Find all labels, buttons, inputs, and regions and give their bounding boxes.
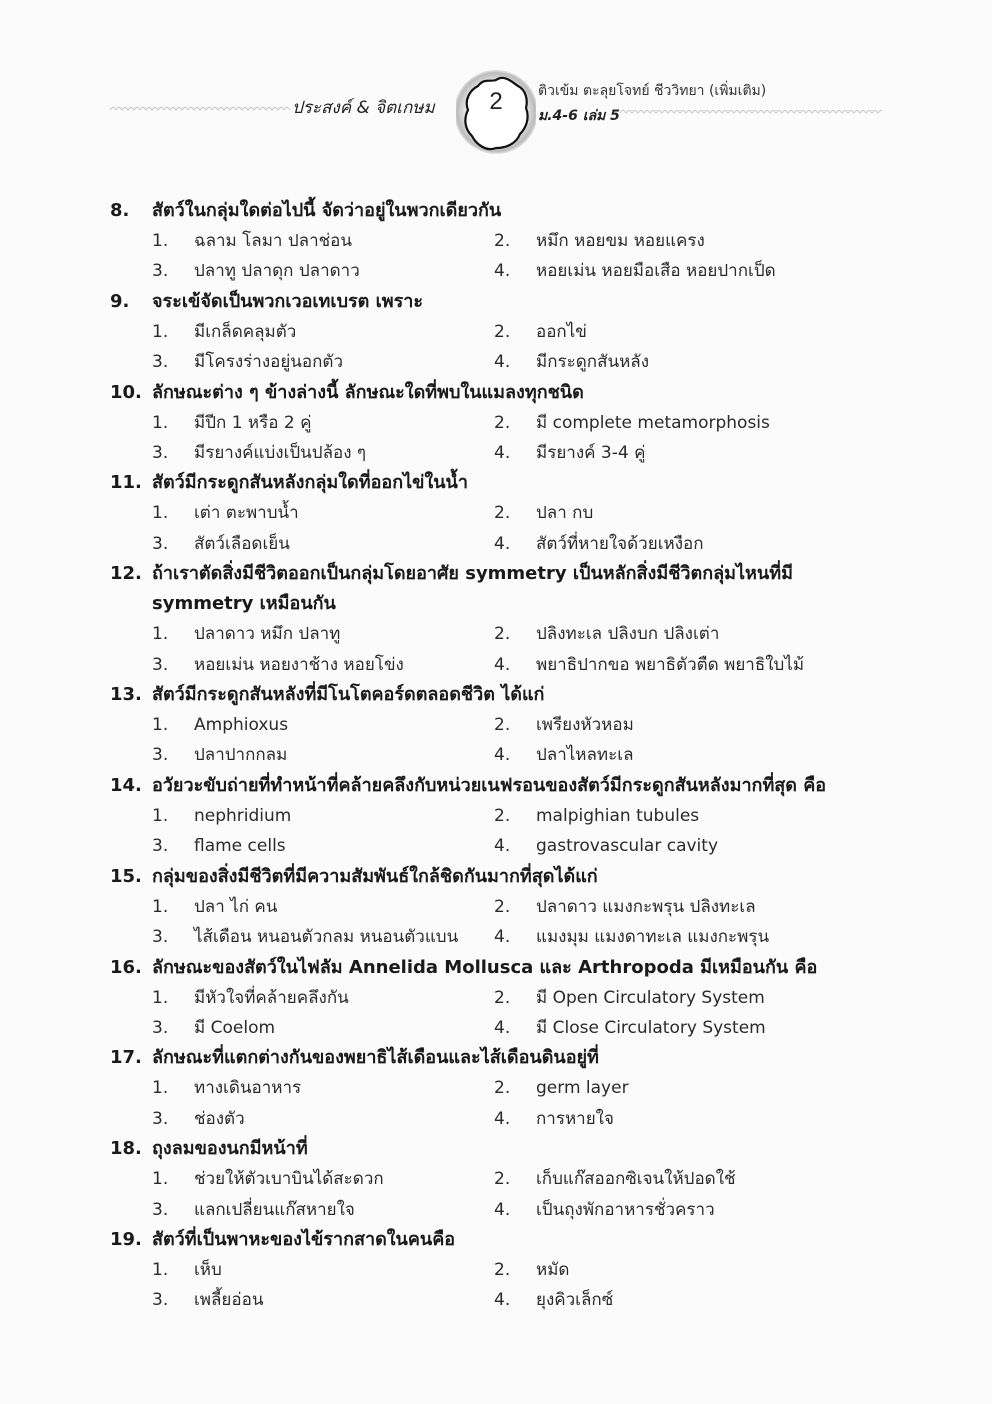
option-text: เป็นถุงพักอาหารชั่วคราว bbox=[536, 1199, 715, 1220]
option-text: เพลี้ยอ่อน bbox=[194, 1290, 264, 1311]
question-number: 9. bbox=[110, 290, 130, 312]
option-number: 2. bbox=[494, 715, 511, 736]
question-text: สัตว์มีกระดูกสันหลังที่มีโนโตคอร์ดตลอดชีวิต ได้แก่ bbox=[152, 684, 545, 706]
answer-option bbox=[110, 1104, 496, 1134]
option-text: มี complete metamorphosis bbox=[536, 412, 770, 433]
option-text: nephridium bbox=[194, 805, 292, 826]
option-number: 1. bbox=[152, 1259, 169, 1280]
option-text: สัตว์ที่หายใจด้วยเหงือก bbox=[536, 533, 704, 554]
option-number: 3. bbox=[152, 1199, 169, 1220]
page-number-badge bbox=[456, 68, 536, 156]
option-number: 2. bbox=[494, 1259, 511, 1280]
answer-option bbox=[110, 892, 496, 922]
option-number: 2. bbox=[494, 412, 511, 433]
answer-option bbox=[110, 408, 496, 438]
option-text: มีหัวใจที่คล้ายคลึงกัน bbox=[194, 987, 349, 1008]
option-number: 1. bbox=[152, 412, 169, 433]
answer-option bbox=[110, 1195, 496, 1225]
question-stem bbox=[110, 1043, 890, 1073]
answer-option bbox=[452, 1285, 890, 1315]
answer-option bbox=[452, 922, 890, 952]
decorative-wave-line-left bbox=[110, 104, 290, 110]
question-stem bbox=[110, 559, 890, 619]
option-number: 3. bbox=[152, 533, 169, 554]
question-list bbox=[110, 196, 890, 1316]
option-number: 1. bbox=[152, 715, 169, 736]
answer-option bbox=[452, 408, 890, 438]
book-subtitle: ม.4-6 เล่ม 5 bbox=[538, 108, 620, 124]
answer-option bbox=[110, 650, 496, 680]
option-text: หอยเม่น หอยมือเสือ หอยปากเป็ด bbox=[536, 261, 776, 282]
option-number: 1. bbox=[152, 503, 169, 524]
question-number: 18. bbox=[110, 1138, 142, 1160]
question-13 bbox=[110, 680, 890, 771]
option-number: 2. bbox=[494, 1078, 511, 1099]
option-number: 2. bbox=[494, 231, 511, 251]
option-number: 2. bbox=[494, 896, 511, 917]
question-number: 11. bbox=[110, 472, 142, 494]
answer-option bbox=[452, 438, 890, 468]
authors-label: ประสงค์ & จิตเกษม bbox=[292, 98, 435, 118]
question-text: กลุ่มของสิ่งมีชีวิตที่มีความสัมพันธ์ใกล้ชิดกันมากที่สุดได้แก่ bbox=[152, 865, 598, 887]
answer-options bbox=[110, 1255, 890, 1316]
answer-option bbox=[452, 256, 890, 286]
option-text: การหายใจ bbox=[536, 1108, 614, 1129]
question-12 bbox=[110, 559, 890, 680]
option-number: 2. bbox=[494, 503, 511, 524]
question-stem bbox=[110, 468, 890, 498]
option-number: 2. bbox=[494, 805, 511, 826]
option-text: ปลิงทะเล ปลิงบก ปลิงเต่า bbox=[536, 624, 720, 645]
question-18 bbox=[110, 1134, 890, 1225]
option-number: 1. bbox=[152, 1078, 169, 1099]
option-number: 4. bbox=[494, 654, 511, 675]
option-text: หอยเม่น หอยงาช้าง หอยโข่ง bbox=[194, 654, 404, 675]
question-stem bbox=[110, 1225, 890, 1255]
answer-option bbox=[110, 801, 496, 831]
answer-option bbox=[452, 1164, 890, 1194]
question-stem bbox=[110, 862, 890, 892]
option-number: 4. bbox=[494, 745, 511, 766]
answer-options bbox=[110, 408, 890, 469]
page-header bbox=[0, 60, 992, 170]
question-number: 19. bbox=[110, 1228, 142, 1250]
answer-option bbox=[452, 710, 890, 740]
option-number: 3. bbox=[152, 654, 169, 675]
answer-option bbox=[452, 226, 890, 256]
option-text: มี Coelom bbox=[194, 1017, 276, 1038]
question-10 bbox=[110, 378, 890, 469]
option-text: ช่องตัว bbox=[194, 1108, 245, 1129]
question-text: สัตว์มีกระดูกสันหลังกลุ่มใดที่ออกไข่ในน้ำ bbox=[152, 472, 468, 494]
option-number: 2. bbox=[494, 987, 511, 1008]
option-number: 2. bbox=[494, 1169, 511, 1190]
answer-option bbox=[110, 983, 496, 1013]
option-text: ปลาปากกลม bbox=[194, 745, 288, 766]
answer-option bbox=[110, 529, 496, 559]
option-number: 4. bbox=[494, 1017, 511, 1038]
question-text: อวัยวะขับถ่ายที่ทำหน้าที่คล้ายคลึงกับหน่วยเนฟรอนของสัตว์มีกระดูกสันหลังมากที่สุด คือ bbox=[152, 774, 827, 796]
question-17 bbox=[110, 1043, 890, 1134]
option-text: germ layer bbox=[536, 1078, 629, 1099]
answer-option bbox=[452, 831, 890, 861]
option-number: 2. bbox=[494, 321, 511, 342]
answer-option bbox=[452, 1104, 890, 1134]
option-number: 4. bbox=[494, 1199, 511, 1220]
answer-option bbox=[110, 922, 496, 952]
option-text: ฉลาม โลมา ปลาช่อน bbox=[194, 231, 352, 251]
answer-option bbox=[110, 226, 496, 256]
answer-options bbox=[110, 317, 890, 378]
answer-option bbox=[452, 498, 890, 528]
question-stem bbox=[110, 771, 890, 801]
answer-options bbox=[110, 983, 890, 1044]
answer-option bbox=[452, 347, 890, 377]
option-text: ปลา ไก่ คน bbox=[194, 896, 278, 917]
option-text: เพรียงหัวหอม bbox=[536, 715, 634, 736]
question-text: ถ้าเราตัดสิ่งมีชีวิตออกเป็นกลุ่มโดยอาศัย symmetry เป็นหลักสิ่งมีชีวิตกลุ่มไหนที่มี symmetry เหมือนกัน bbox=[152, 563, 793, 615]
question-text: ถุงลมของนกมีหน้าที่ bbox=[152, 1138, 308, 1160]
question-text: สัตว์ที่เป็นพาหะของไข้รากสาดในคนคือ bbox=[152, 1228, 456, 1250]
question-number: 17. bbox=[110, 1047, 142, 1069]
answer-option bbox=[452, 1073, 890, 1103]
option-text: มี Close Circulatory System bbox=[536, 1017, 766, 1038]
option-number: 1. bbox=[152, 231, 169, 251]
option-number: 1. bbox=[152, 805, 169, 826]
option-text: ปลาไหลทะเล bbox=[536, 745, 634, 766]
option-text: หมึก หอยขม หอยแครง bbox=[536, 231, 705, 251]
option-number: 1. bbox=[152, 624, 169, 645]
answer-option bbox=[452, 892, 890, 922]
answer-option bbox=[452, 983, 890, 1013]
option-text: สัตว์เลือดเย็น bbox=[194, 533, 290, 554]
question-9 bbox=[110, 287, 890, 378]
option-number: 3. bbox=[152, 1108, 169, 1129]
option-text: ทางเดินอาหาร bbox=[194, 1078, 302, 1099]
answer-options bbox=[110, 498, 890, 559]
answer-options bbox=[110, 892, 890, 953]
question-15 bbox=[110, 862, 890, 953]
option-number: 1. bbox=[152, 987, 169, 1008]
option-text: หมัด bbox=[536, 1259, 570, 1280]
option-number: 3. bbox=[152, 927, 169, 948]
option-number: 3. bbox=[152, 836, 169, 857]
question-text: ลักษณะต่าง ๆ ข้างล่างนี้ ลักษณะใดที่พบในแมลงทุกชนิด bbox=[152, 381, 584, 403]
question-stem bbox=[110, 680, 890, 710]
question-number: 13. bbox=[110, 684, 142, 706]
option-number: 3. bbox=[152, 1290, 169, 1311]
answer-option bbox=[110, 1285, 496, 1315]
question-19 bbox=[110, 1225, 890, 1316]
option-number: 3. bbox=[152, 443, 169, 464]
answer-option bbox=[110, 619, 496, 649]
answer-option bbox=[452, 1013, 890, 1043]
answer-option bbox=[110, 498, 496, 528]
answer-option bbox=[110, 1255, 496, 1285]
option-text: gastrovascular cavity bbox=[536, 836, 719, 857]
answer-options bbox=[110, 1073, 890, 1134]
question-16 bbox=[110, 953, 890, 1044]
question-number: 16. bbox=[110, 956, 142, 978]
question-14 bbox=[110, 771, 890, 862]
answer-option bbox=[110, 740, 496, 770]
question-number: 14. bbox=[110, 774, 142, 796]
option-number: 1. bbox=[152, 1169, 169, 1190]
answer-option bbox=[452, 1255, 890, 1285]
answer-options bbox=[110, 226, 890, 287]
option-number: 2. bbox=[494, 624, 511, 645]
option-text: มีรยางค์ 3-4 คู่ bbox=[536, 443, 646, 464]
answer-option bbox=[110, 1164, 496, 1194]
option-text: เต่า ตะพาบน้ำ bbox=[194, 503, 299, 524]
answer-options bbox=[110, 710, 890, 771]
option-text: ปลาดาว แมงกะพรุน ปลิงทะเล bbox=[536, 896, 756, 917]
option-text: malpighian tubules bbox=[536, 805, 700, 826]
book-title: ติวเข้ม ตะลุยโจทย์ ชีววิทยา (เพิ่มเติม) bbox=[538, 83, 767, 99]
answer-option bbox=[110, 317, 496, 347]
question-text: ลักษณะของสัตว์ในไฟลัม Annelida Mollusca และ Arthropoda มีเหมือนกัน คือ bbox=[152, 956, 818, 978]
option-text: ไส้เดือน หนอนตัวกลม หนอนตัวแบน bbox=[194, 927, 459, 948]
option-text: ปลาทู ปลาดุก ปลาดาว bbox=[194, 261, 360, 282]
page-number: 2 bbox=[489, 88, 503, 115]
answer-options bbox=[110, 1164, 890, 1225]
answer-option bbox=[110, 1013, 496, 1043]
option-text: flame cells bbox=[194, 836, 286, 857]
question-number: 8. bbox=[110, 200, 130, 221]
option-text: มีรยางค์แบ่งเป็นปล้อง ๆ bbox=[194, 443, 367, 464]
answer-option bbox=[110, 347, 496, 377]
option-number: 1. bbox=[152, 896, 169, 917]
option-number: 4. bbox=[494, 261, 511, 282]
answer-option bbox=[110, 438, 496, 468]
option-text: แลกเปลี่ยนแก๊สหายใจ bbox=[194, 1199, 355, 1220]
answer-option bbox=[110, 1073, 496, 1103]
answer-options bbox=[110, 801, 890, 862]
answer-option bbox=[452, 529, 890, 559]
answer-option bbox=[452, 1195, 890, 1225]
question-number: 10. bbox=[110, 381, 142, 403]
option-text: พยาธิปากขอ พยาธิตัวตืด พยาธิใบไม้ bbox=[536, 654, 805, 675]
option-text: แมงมุม แมงดาทะเล แมงกะพรุน bbox=[536, 927, 770, 948]
option-text: ปลา กบ bbox=[536, 503, 594, 524]
option-text: ยุงคิวเล็กซ์ bbox=[536, 1290, 614, 1311]
option-number: 3. bbox=[152, 1017, 169, 1038]
option-text: มี Open Circulatory System bbox=[536, 987, 765, 1008]
option-number: 4. bbox=[494, 443, 511, 464]
question-text: สัตว์ในกลุ่มใดต่อไปนี้ จัดว่าอยู่ในพวกเดียวกัน bbox=[152, 200, 502, 221]
question-stem bbox=[110, 1134, 890, 1164]
option-number: 4. bbox=[494, 352, 511, 373]
answer-option bbox=[452, 650, 890, 680]
question-number: 15. bbox=[110, 865, 142, 887]
option-text: เก็บแก๊สออกซิเจนให้ปอดใช้ bbox=[536, 1169, 736, 1190]
option-number: 3. bbox=[152, 352, 169, 373]
option-number: 4. bbox=[494, 533, 511, 554]
option-number: 4. bbox=[494, 927, 511, 948]
option-text: มีโครงร่างอยู่นอกตัว bbox=[194, 352, 343, 373]
question-stem bbox=[110, 196, 890, 226]
answer-option bbox=[110, 256, 496, 286]
answer-option bbox=[452, 619, 890, 649]
option-number: 3. bbox=[152, 261, 169, 282]
option-number: 1. bbox=[152, 321, 169, 342]
option-number: 4. bbox=[494, 1290, 511, 1311]
option-number: 3. bbox=[152, 745, 169, 766]
answer-options bbox=[110, 619, 890, 680]
option-number: 4. bbox=[494, 836, 511, 857]
question-text: ลักษณะที่แตกต่างกันของพยาธิไส้เดือนและไส้เดือนดินอยู่ที่ bbox=[152, 1047, 599, 1069]
option-text: มีปีก 1 หรือ 2 คู่ bbox=[194, 412, 312, 433]
option-text: เห็บ bbox=[194, 1259, 222, 1280]
question-text: จระเข้จัดเป็นพวกเวอเทเบรต เพราะ bbox=[152, 290, 424, 312]
question-11 bbox=[110, 468, 890, 559]
option-text: มีกระดูกสันหลัง bbox=[536, 352, 650, 373]
question-stem bbox=[110, 378, 890, 408]
option-text: Amphioxus bbox=[194, 715, 289, 736]
answer-option bbox=[110, 831, 496, 861]
question-number: 12. bbox=[110, 563, 142, 585]
decorative-wave-line-right bbox=[620, 107, 882, 113]
question-stem bbox=[110, 287, 890, 317]
answer-option bbox=[452, 317, 890, 347]
option-number: 4. bbox=[494, 1108, 511, 1129]
answer-option bbox=[452, 801, 890, 831]
option-text: มีเกล็ดคลุมตัว bbox=[194, 321, 297, 342]
option-text: ช่วยให้ตัวเบาบินได้สะดวก bbox=[194, 1169, 384, 1190]
option-text: ปลาดาว หมึก ปลาทู bbox=[194, 624, 341, 645]
question-stem bbox=[110, 953, 890, 983]
option-text: ออกไข่ bbox=[536, 321, 587, 342]
answer-option bbox=[110, 710, 496, 740]
question-8 bbox=[110, 196, 890, 287]
answer-option bbox=[452, 740, 890, 770]
